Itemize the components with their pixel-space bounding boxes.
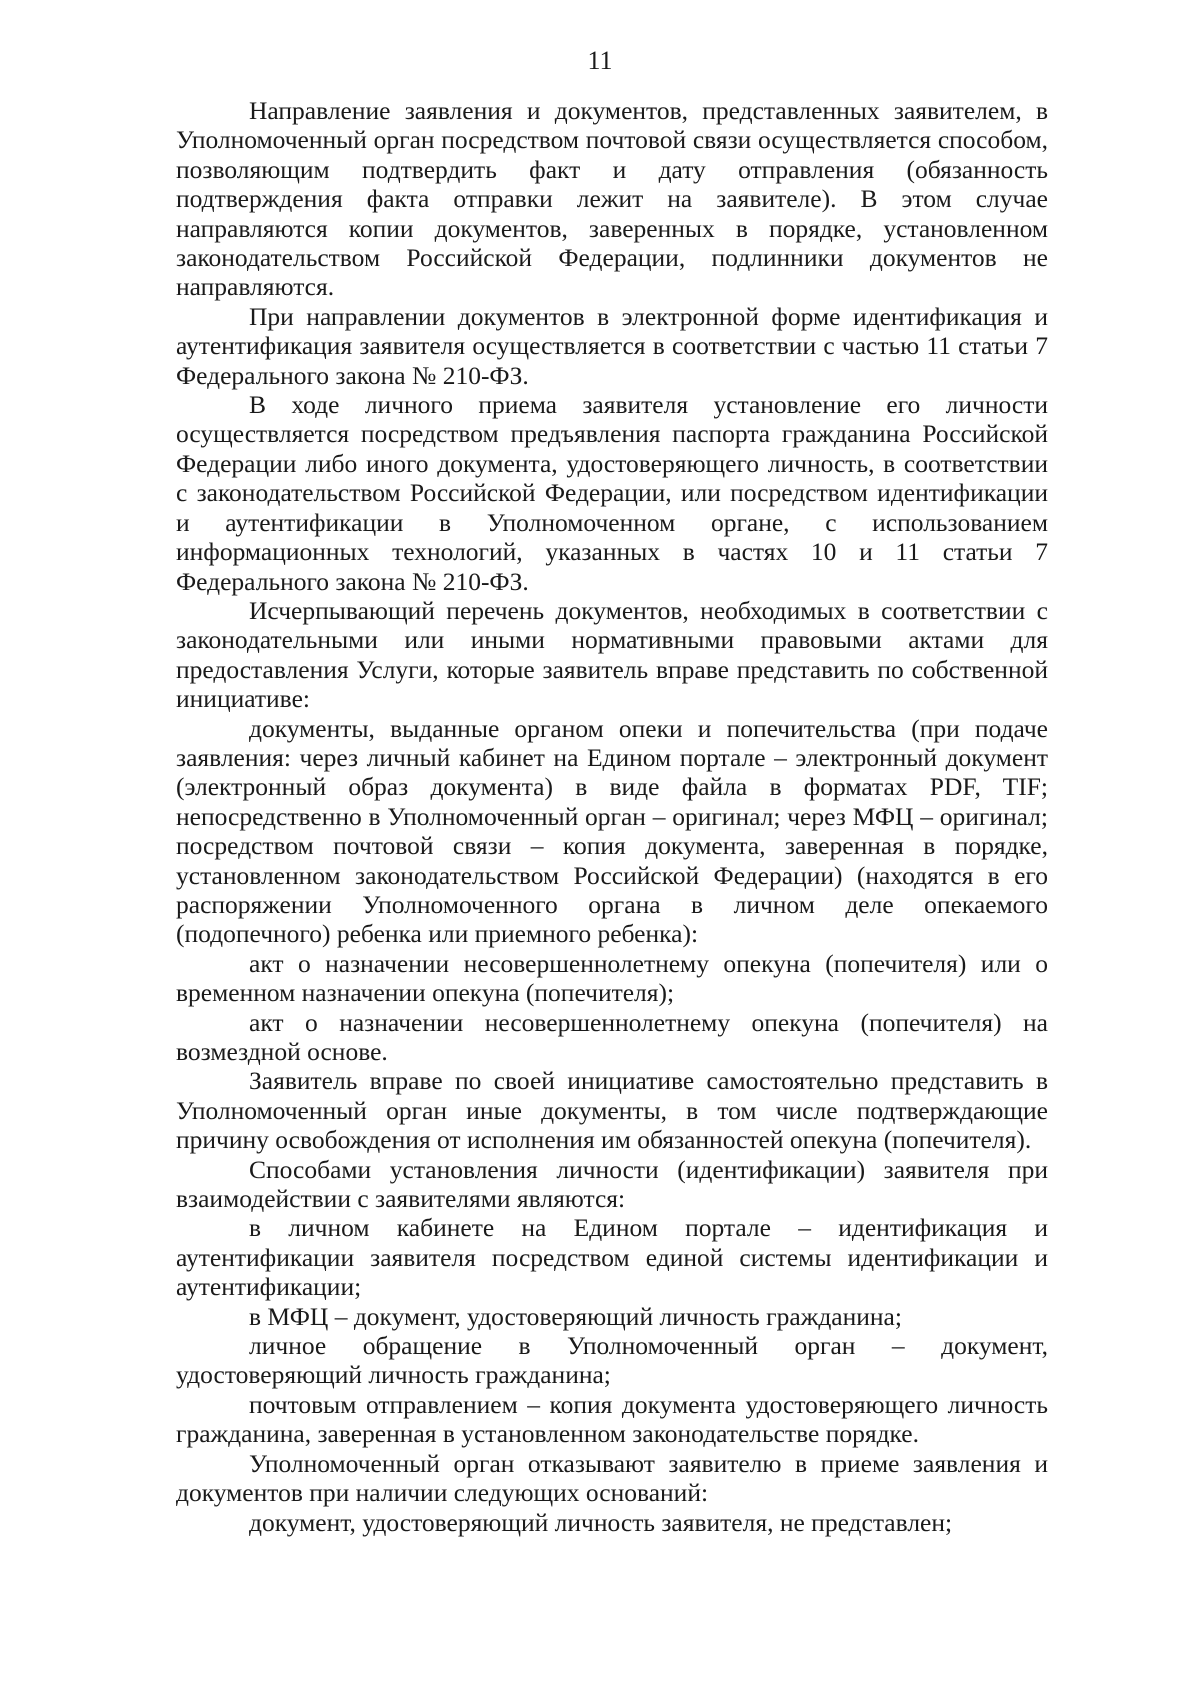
paragraph-electronic-identification: При направлении документов в электронной форме идентификация и аутентификация заявителя осуществляется в соответствии с частью 11 статьи 7 Федерального закона № 210-ФЗ. [176,301,1048,390]
list-item-guardian-act: акт о назначении несовершеннолетнему опекуна (попечителя) или о временном назначении опекуна (попечителя); [176,948,1048,1008]
list-item-paid-guardian-act: акт о назначении несовершеннолетнему опекуна (попечителя) на возмездной основе. [176,1007,1048,1066]
paragraph-refusal-grounds: Уполномоченный орган отказывают заявителю в приеме заявления и документов при наличии следующих оснований: [176,1448,1048,1508]
paragraph-additional-documents: Заявитель вправе по своей инициативе самостоятельно представить в Уполномоченный орган иные документы, в том числе подтверждающие причину освобождения от исполнения им обязанностей опекуна (попечителя). [176,1066,1048,1155]
paragraph-guardianship-documents: документы, выданные органом опеки и попечительства (при подаче заявления: через личный кабинет на Едином портале – электронный документ (электронный образ документа) в виде файла в форматах PDF, TIF; непосредственно в Уполномоченный орган – оригинал; через МФЦ – оригинал; посредством почтовой связи – копия документа, заверенная в порядке, установленном законодательством Российской Федерации) (находятся в его распоряжении Уполномоченного органа в личном деле опекаемого (подопечного) ребенка или приемного ребенка): [176,713,1048,949]
list-item-personal-identification: личное обращение в Уполномоченный орган – документ, удостоверяющий личность гражданина; [176,1331,1048,1390]
paragraph-personal-reception: В ходе личного приема заявителя установление его личности осуществляется посредством предъявления паспорта гражданина Российской Федерации либо иного документа, удостоверяющего личность, в соответствии с законодательством Российской Федерации, или посредством идентификации и аутентификации в Уполномоченном органе, с использованием информационных технологий, указанных в частях 10 и 11 статьи 7 Федерального закона № 210-ФЗ. [176,390,1048,596]
list-item-missing-id: документ, удостоверяющий личность заявителя, не представлен; [249,1507,953,1537]
page-number: 11 [587,46,613,75]
list-item-portal-identification: в личном кабинете на Едином портале – идентификация и аутентификации заявителя посредством единой системы идентификации и аутентификации; [176,1213,1048,1302]
paragraph-postal-submission: Направление заявления и документов, представленных заявителем, в Уполномоченный орган посредством почтовой связи осуществляется способом, позволяющим подтвердить факт и дату отправления (обязанность подтверждения факта отправки лежит на заявителе). В этом случае направляются копии документов, заверенных в порядке, установленном законодательством Российской Федерации, подлинники документов не направляются. [176,96,1048,302]
list-item-postal-identification: почтовым отправлением – копия документа удостоверяющего личность гражданина, заверенная в установленном законодательстве порядке. [176,1389,1048,1449]
document-body [176,96,1048,1537]
paragraph-identification-methods: Способами установления личности (идентификации) заявителя при взаимодействии с заявителями являются: [176,1154,1048,1214]
list-item-mfc-identification: в МФЦ – документ, удостоверяющий личность гражданина; [249,1301,902,1331]
paragraph-documents-list-intro: Исчерпывающий перечень документов, необходимых в соответствии с законодательными или иными нормативными правовыми актами для предоставления Услуги, которые заявитель вправе представить по собственной инициативе: [176,595,1048,714]
